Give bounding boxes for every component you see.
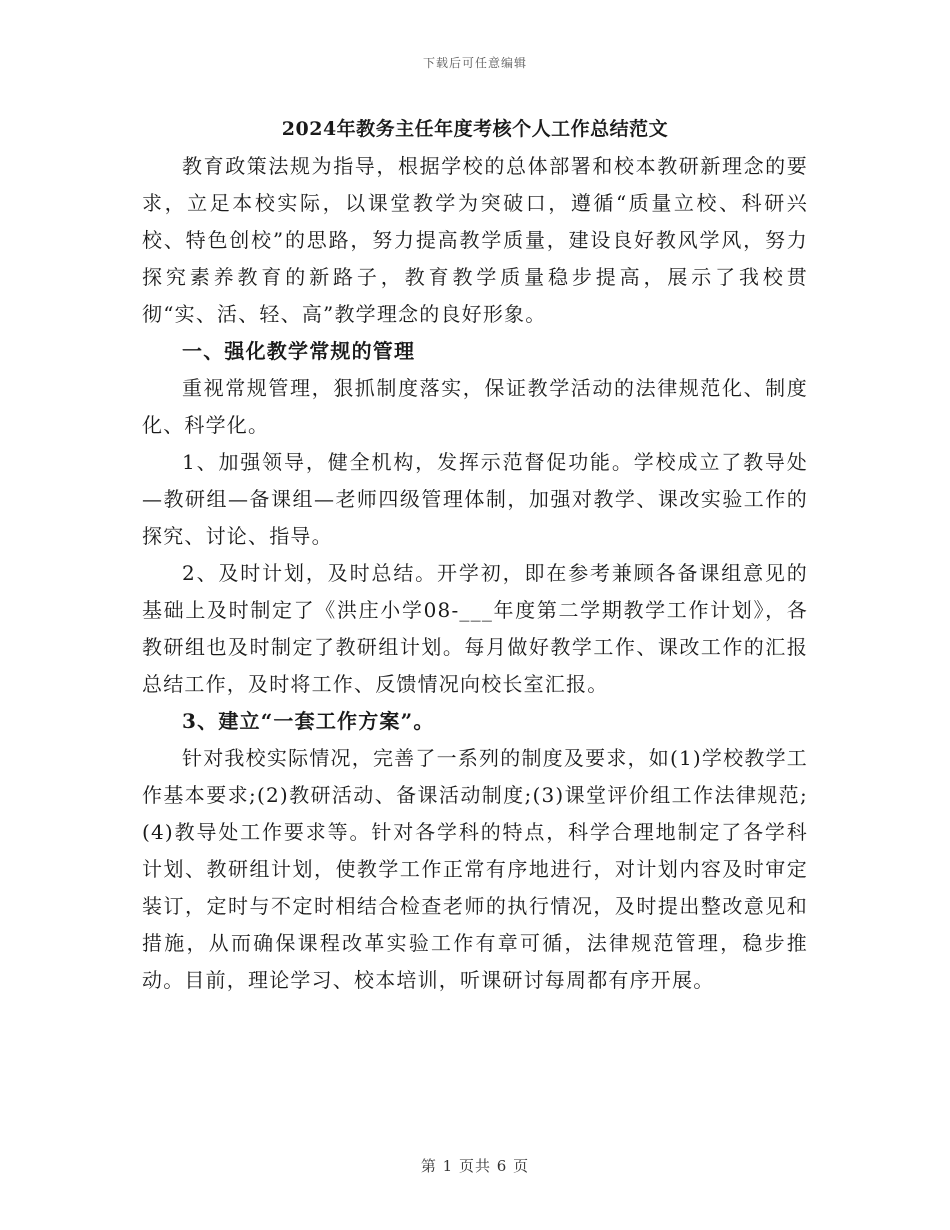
section1-item-2: 2、及时计划，及时总结。开学初，即在参考兼顾各备课组意见的基础上及时制定了《洪庄小学08-___年度第二学期教学工作计划》，各教研组也及时制定了教研组计划。每月做好教学工作、课改工作的汇报总结工作，及时将工作、反馈情况向校长室汇报。 — [142, 561, 808, 696]
header-note: 下载后可任意编辑 — [422, 56, 527, 70]
section-heading-1: 一、强化教学常规的管理 — [182, 339, 416, 363]
section-heading-3: 3、建立“一套工作方案”。 — [182, 709, 435, 733]
intro-paragraph: 教育政策法规为指导，根据学校的总体部署和校本教研新理念的要求，立足本校实际，以课堂教学为突破口，遵循“质量立校、科研兴校、特色创校”的思路，努力提高教学质量，建设良好教风学风，努力探究素养教育的新路子，教育教学质量稳步提高，展示了我校贯彻“实、活、轻、高”教学理念的良好形象。 — [142, 154, 808, 326]
document-body — [142, 112, 808, 999]
section1-paragraph: 重视常规管理，狠抓制度落实，保证教学活动的法律规范化、制度化、科学化。 — [142, 376, 808, 437]
page-indicator: 第 1 页共 6 页 — [420, 1157, 530, 1175]
section3-paragraph: 针对我校实际情况，完善了一系列的制度及要求，如(1)学校教学工作基本要求;(2)教研活动、备课活动制度;(3)课堂评价组工作法律规范;(4)教导处工作要求等。针对各学科的特点，科学合理地制定了各学科计划、教研组计划，使教学工作正常有序地进行，对计划内容及时审定装订，定时与不定时相结合检查老师的执行情况，及时提出整改意见和措施，从而确保课程改革实验工作有章可循，法律规范管理，稳步推动。目前，理论学习、校本培训，听课研讨每周都有序开展。 — [142, 746, 808, 992]
section1-item-1: 1、加强领导，健全机构，发挥示范督促功能。学校成立了教导处—教研组—备课组—老师四级管理体制，加强对教学、课改实验工作的探究、讨论、指导。 — [142, 450, 808, 548]
document-title: 2024年教务主任年度考核个人工作总结范文 — [281, 118, 669, 140]
